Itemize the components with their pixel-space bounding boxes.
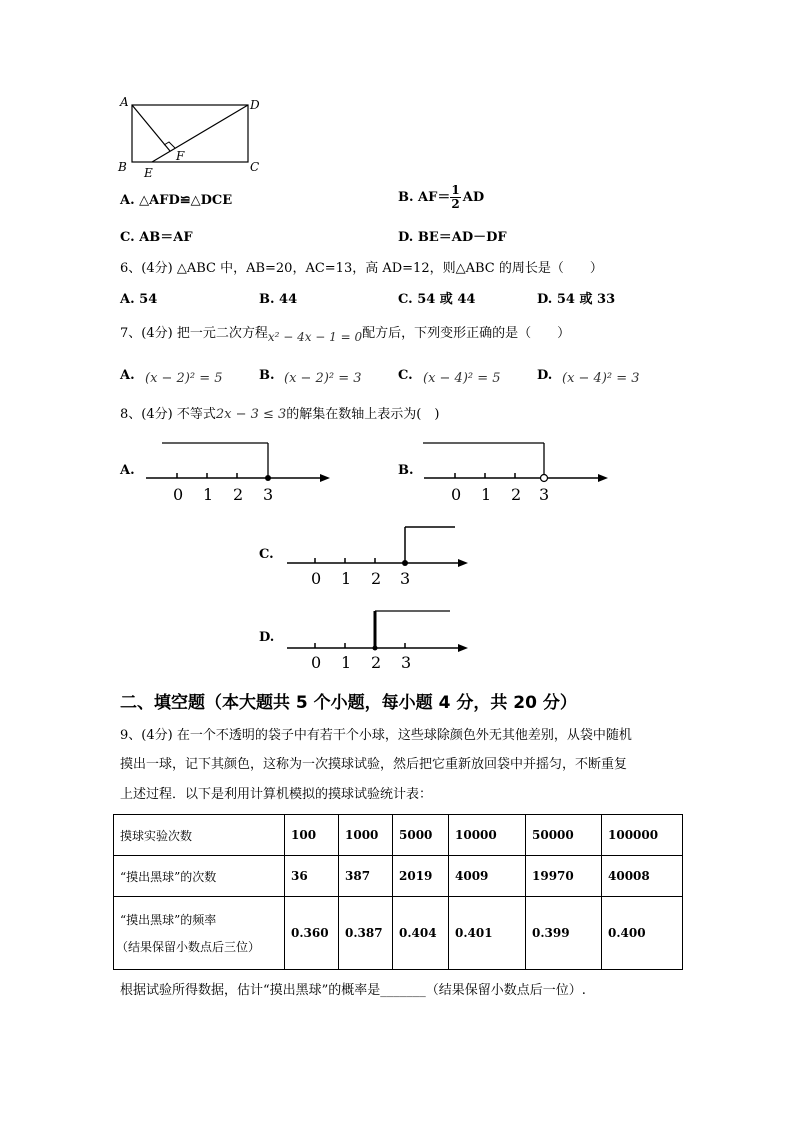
closed-endpoint bbox=[265, 475, 271, 481]
q8-option-a-letter: A. bbox=[120, 463, 135, 478]
axis-arrow bbox=[598, 474, 608, 482]
axis-arrow bbox=[320, 474, 330, 482]
option-text: BE＝AD－DF bbox=[417, 230, 507, 245]
number-line-d bbox=[282, 605, 472, 671]
option-letter: A. bbox=[120, 193, 135, 208]
table-cell: 387 bbox=[339, 856, 393, 897]
option-letter: B. bbox=[259, 292, 275, 307]
option-text-pre: AF＝ bbox=[418, 189, 451, 205]
tick-label-2: 2 bbox=[511, 485, 522, 504]
option-letter: C. bbox=[398, 292, 413, 307]
tick-label-2: 2 bbox=[371, 569, 382, 588]
option-text: 54 bbox=[139, 292, 158, 307]
option-letter: B. bbox=[398, 189, 414, 205]
table-cell: 36 bbox=[285, 856, 339, 897]
option-letter: D. bbox=[398, 230, 414, 245]
option-letter: A. bbox=[120, 292, 135, 307]
number-line-c bbox=[282, 522, 472, 588]
q8-option-d-letter: D. bbox=[259, 630, 275, 645]
table-cell: 0.387 bbox=[339, 897, 393, 970]
axis-arrow bbox=[458, 644, 468, 652]
q7-option-c-letter: C. bbox=[398, 368, 413, 383]
tick-label-0: 0 bbox=[173, 485, 184, 504]
option-text: 54 或 33 bbox=[556, 292, 616, 307]
tick-label-3: 3 bbox=[401, 653, 412, 671]
q7-option-b-letter: B. bbox=[259, 368, 275, 383]
q5-option-d bbox=[398, 230, 507, 246]
row-header: “摸出黑球”的次数 bbox=[114, 856, 285, 897]
tick-label-0: 0 bbox=[311, 569, 322, 588]
label-f: F bbox=[176, 149, 185, 163]
q7-option-d-letter: D. bbox=[537, 368, 553, 383]
segment-af bbox=[132, 105, 170, 151]
option-text-post: AD bbox=[462, 189, 485, 205]
tick-label-0: 0 bbox=[451, 485, 462, 504]
q9-line-3: 上述过程．以下是利用计算机模拟的摸球试验统计表： bbox=[120, 787, 433, 802]
table-cell: 0.399 bbox=[526, 897, 602, 970]
option-text: △AFD≌△DCE bbox=[139, 193, 233, 208]
number-line-b bbox=[418, 438, 618, 504]
axis-arrow bbox=[458, 559, 468, 567]
q7-option-c-expr: (x − 4)² = 5 bbox=[423, 371, 501, 386]
table-row bbox=[114, 815, 683, 856]
q7-option-a-expr: (x − 2)² = 5 bbox=[145, 371, 223, 386]
tick-label-1: 1 bbox=[481, 485, 492, 504]
fraction-numerator: 1 bbox=[451, 183, 460, 197]
tick-label-2: 2 bbox=[371, 653, 382, 671]
option-text: AB＝AF bbox=[139, 230, 193, 245]
table-row bbox=[114, 856, 683, 897]
table-cell: 5000 bbox=[393, 815, 449, 856]
tick-label-1: 1 bbox=[203, 485, 214, 504]
label-b: B bbox=[118, 160, 127, 174]
stem-text-pre: 7、(4分) 把一元二次方程 bbox=[120, 326, 268, 341]
table-cell: 1000 bbox=[339, 815, 393, 856]
segment-de bbox=[152, 105, 248, 162]
q6-option-c bbox=[398, 292, 475, 308]
table-cell: 2019 bbox=[393, 856, 449, 897]
row-header bbox=[114, 897, 285, 970]
equation: x² − 4x − 1 = 0 bbox=[267, 330, 363, 344]
tick-label-3: 3 bbox=[400, 569, 411, 588]
label-e: E bbox=[144, 166, 153, 180]
fraction-one-half bbox=[450, 184, 460, 211]
label-c: C bbox=[250, 160, 260, 174]
row-header-line-1: “摸出黑球”的频率 bbox=[120, 913, 217, 927]
stem-text-post: 配方后，下列变形正确的是（ ） bbox=[362, 326, 571, 341]
table-cell: 19970 bbox=[526, 856, 602, 897]
row-header: 摸球实验次数 bbox=[114, 815, 285, 856]
number-line-a bbox=[140, 438, 340, 504]
table-cell: 0.400 bbox=[602, 897, 683, 970]
q8-stem bbox=[120, 407, 439, 423]
closed-endpoint bbox=[373, 646, 378, 651]
option-text: 54 或 44 bbox=[417, 292, 476, 307]
table-cell: 0.404 bbox=[393, 897, 449, 970]
q9-footer: 根据试验所得数据，估计“摸出黑球”的概率是_______（结果保留小数点后一位）. bbox=[120, 983, 586, 998]
tick-label-3: 3 bbox=[263, 485, 274, 504]
option-text: 44 bbox=[279, 292, 298, 307]
q6-option-b bbox=[259, 292, 297, 308]
tick-label-1: 1 bbox=[341, 653, 352, 671]
q7-option-b-expr: (x − 2)² = 3 bbox=[284, 371, 362, 386]
inequality: 2x − 3 ≤ 3 bbox=[215, 407, 287, 422]
q7-option-d-expr: (x − 4)² = 3 bbox=[562, 371, 640, 386]
q6-option-d bbox=[537, 292, 615, 308]
label-d: D bbox=[250, 98, 260, 112]
q9-line-1: 9、(4分) 在一个不透明的袋子中有若干个小球，这些球除颜色外无其他差别，从袋中随机 bbox=[120, 728, 632, 743]
table-cell: 100 bbox=[285, 815, 339, 856]
q8-option-b-letter: B. bbox=[398, 463, 414, 478]
option-letter: C. bbox=[120, 230, 135, 245]
stats-table bbox=[113, 814, 683, 970]
fraction-denominator: 2 bbox=[451, 197, 460, 211]
stem-text-post: 的解集在数轴上表示为( ) bbox=[286, 407, 440, 422]
stem-text-pre: 8、(4分) 不等式 bbox=[120, 407, 216, 422]
q9-line-2: 摸出一球，记下其颜色，这称为一次摸球试验，然后把它重新放回袋中并摇匀，不断重复 bbox=[120, 757, 628, 772]
table-cell: 100000 bbox=[602, 815, 683, 856]
q5-option-b bbox=[398, 184, 484, 211]
rectangle-abcd bbox=[132, 105, 248, 162]
label-a: A bbox=[120, 95, 129, 109]
table-cell: 0.360 bbox=[285, 897, 339, 970]
table-cell: 40008 bbox=[602, 856, 683, 897]
q5-option-a bbox=[120, 193, 232, 209]
q7-option-a-letter: A. bbox=[120, 368, 135, 383]
section-title: 二、填空题（本大题共 5 个小题，每小题 4 分，共 20 分） bbox=[120, 693, 577, 713]
tick-label-0: 0 bbox=[311, 653, 322, 671]
table-cell: 50000 bbox=[526, 815, 602, 856]
closed-endpoint bbox=[402, 560, 408, 566]
rectangle-figure bbox=[110, 92, 270, 182]
table-cell: 0.401 bbox=[449, 897, 526, 970]
table-row bbox=[114, 897, 683, 970]
open-endpoint bbox=[541, 475, 548, 482]
q7-stem bbox=[120, 325, 570, 342]
tick-label-2: 2 bbox=[233, 485, 244, 504]
tick-label-1: 1 bbox=[341, 569, 352, 588]
q6-option-a bbox=[120, 292, 157, 308]
tick-label-3: 3 bbox=[539, 485, 550, 504]
q5-option-c bbox=[120, 230, 193, 246]
q8-option-c-letter: C. bbox=[259, 547, 274, 562]
table-cell: 10000 bbox=[449, 815, 526, 856]
row-header-line-2: （结果保留小数点后三位） bbox=[116, 940, 261, 954]
table-cell: 4009 bbox=[449, 856, 526, 897]
option-letter: D. bbox=[537, 292, 553, 307]
q6-stem: 6、(4分) △ABC 中，AB=20，AC=13，高 AD=12，则△ABC 的周长是（ ） bbox=[120, 261, 603, 276]
